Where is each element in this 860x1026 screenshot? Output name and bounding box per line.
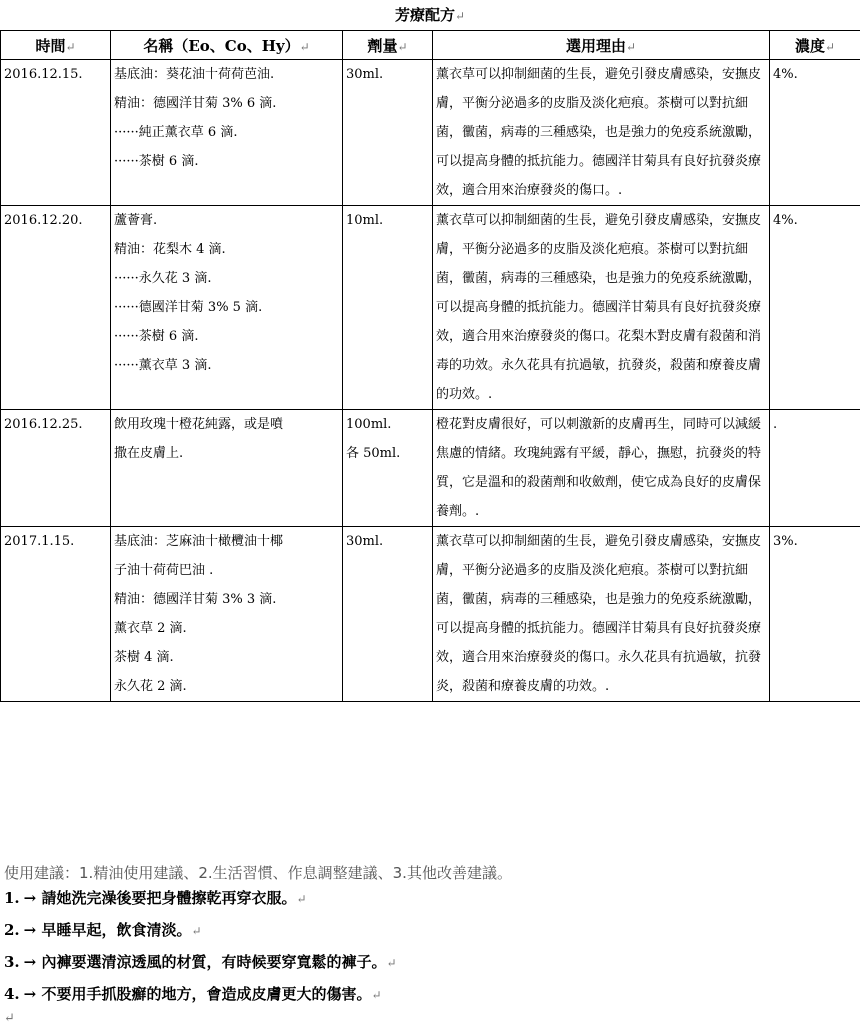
cell-date: 2017.1.15.	[1, 527, 111, 702]
cell-date: 2016.12.15.	[1, 60, 111, 206]
cell-name	[111, 410, 343, 527]
cell-name	[111, 527, 343, 702]
header-name: 名稱（Eo、Co、Hy）↵	[111, 31, 343, 60]
dose-line: 100ml.	[346, 410, 429, 439]
advice-heading	[4, 862, 856, 883]
advice-number: 4.	[4, 985, 20, 1003]
paragraph-mark: ↵	[296, 892, 306, 906]
ingredient-line: 基底油：芝麻油十橄欖油十椰	[114, 527, 339, 556]
cell-reason: 薰衣草可以抑制細菌的生長，避免引發皮膚感染，安撫皮膚，平衡分泌過多的皮脂及淡化疤痕。茶樹可以對抗細菌，黴菌，病毒的三種感染，也是強力的免疫系統激勵，可以提高身體的抵抗能力。德國洋甘菊具有良好抗發炎療效，適合用來治療發炎的傷口。.	[433, 60, 770, 206]
advice-text: → 早睡早起，飲食清淡。	[24, 921, 192, 939]
cell-reason: 薰衣草可以抑制細菌的生長，避免引發皮膚感染，安撫皮膚，平衡分泌過多的皮脂及淡化疤痕。茶樹可以對抗細菌，黴菌，病毒的三種感染，也是強力的免疫系統激勵，可以提高身體的抵抗能力。德國洋甘菊具有良好抗發炎療效，適合用來治療發炎的傷口。永久花具有抗過敏，抗發炎，殺菌和療養皮膚的功效。.	[433, 527, 770, 702]
ingredient-line: 撒在皮膚上.	[114, 439, 339, 468]
advice-number: 2.	[4, 921, 20, 939]
cell-dose	[343, 60, 433, 206]
advice-item	[4, 915, 856, 947]
end-paragraph-mark: ↵	[4, 1011, 856, 1026]
ingredient-line: 飲用玫瑰十橙花純露，或是噴	[114, 410, 339, 439]
ingredient-line: ······茶樹 6 滴.	[114, 322, 339, 351]
cell-date: 2016.12.25.	[1, 410, 111, 527]
paragraph-mark: ↵	[371, 988, 381, 1002]
recipe-table	[0, 30, 860, 702]
table-header-row	[1, 31, 860, 60]
ingredient-line: 基底油：葵花油十荷荷芭油.	[114, 60, 339, 89]
dose-line: 各 50ml.	[346, 439, 429, 468]
table-row	[1, 60, 860, 206]
cell-reason: 橙花對皮膚很好，可以刺激新的皮膚再生，同時可以減緩焦慮的情緒。玫瑰純露有平緩，靜心，撫慰，抗發炎的特質，它是溫和的殺菌劑和收斂劑，使它成為良好的皮膚保養劑。.	[433, 410, 770, 527]
advice-number: 3.	[4, 953, 20, 971]
dose-line: 10ml.	[346, 206, 429, 235]
ingredient-line: 蘆薈膏.	[114, 206, 339, 235]
cell-reason: 薰衣草可以抑制細菌的生長，避免引發皮膚感染，安撫皮膚，平衡分泌過多的皮脂及淡化疤痕。茶樹可以對抗細菌，黴菌，病毒的三種感染，也是強力的免疫系統激勵，可以提高身體的抵抗能力。德國洋甘菊具有良好抗發炎療效，適合用來治療發炎的傷口。花梨木對皮膚有殺菌和消毒的功效。永久花具有抗過敏，抗發炎，殺菌和療養皮膚的功效。.	[433, 206, 770, 410]
advice-text: → 內褲要選清涼透風的材質，有時候要穿寬鬆的褲子。	[24, 953, 387, 971]
table-row	[1, 206, 860, 410]
dose-line: 30ml.	[346, 60, 429, 89]
dose-line: 30ml.	[346, 527, 429, 556]
ingredient-line: ······薰衣草 3 滴.	[114, 351, 339, 380]
advice-item	[4, 883, 856, 915]
cell-concentration: 4%.	[770, 60, 860, 206]
ingredient-line: 薰衣草 2 滴.	[114, 614, 339, 643]
cell-concentration: 3%.	[770, 527, 860, 702]
title-text: 芳療配方	[395, 6, 455, 24]
advice-text: → 請她洗完澡後要把身體擦乾再穿衣服。	[24, 889, 297, 907]
ingredient-line: ······德國洋甘菊 3% 5 滴.	[114, 293, 339, 322]
header-concentration: 濃度↵	[770, 31, 860, 60]
header-reason: 選用理由↵	[433, 31, 770, 60]
table-row	[1, 527, 860, 702]
advice-item	[4, 947, 856, 979]
ingredient-line: 精油：德國洋甘菊 3% 6 滴.	[114, 89, 339, 118]
advice-number: 1.	[4, 889, 20, 907]
ingredient-line: 茶樹 4 滴.	[114, 643, 339, 672]
ingredient-line: 精油：花梨木 4 滴.	[114, 235, 339, 264]
header-time: 時間↵	[1, 31, 111, 60]
ingredient-line: ······永久花 3 滴.	[114, 264, 339, 293]
advice-item	[4, 979, 856, 1011]
header-dose: 劑量↵	[343, 31, 433, 60]
cell-dose	[343, 527, 433, 702]
cell-concentration: 4%.	[770, 206, 860, 410]
table-row	[1, 410, 860, 527]
paragraph-mark: ↵	[455, 9, 465, 23]
ingredient-line: 子油十荷荷巴油 .	[114, 556, 339, 585]
cell-name	[111, 206, 343, 410]
cell-date: 2016.12.20.	[1, 206, 111, 410]
ingredient-line: ······純正薰衣草 6 滴.	[114, 118, 339, 147]
paragraph-mark: ↵	[191, 924, 201, 938]
cell-dose	[343, 410, 433, 527]
document-title	[0, 4, 860, 25]
cell-concentration: .	[770, 410, 860, 527]
advice-hint: 1.精油使用建議、2.生活習慣、作息調整建議、3.其他改善建議。	[79, 864, 512, 882]
cell-dose	[343, 206, 433, 410]
paragraph-mark: ↵	[386, 956, 396, 970]
advice-text: → 不要用手抓股癬的地方，會造成皮膚更大的傷害。	[24, 985, 372, 1003]
usage-advice	[4, 862, 856, 1026]
ingredient-line: 永久花 2 滴.	[114, 672, 339, 701]
ingredient-line: 精油：德國洋甘菊 3% 3 滴.	[114, 585, 339, 614]
cell-name	[111, 60, 343, 206]
advice-heading-text: 使用建議：	[4, 864, 79, 882]
ingredient-line: ······茶樹 6 滴.	[114, 147, 339, 176]
